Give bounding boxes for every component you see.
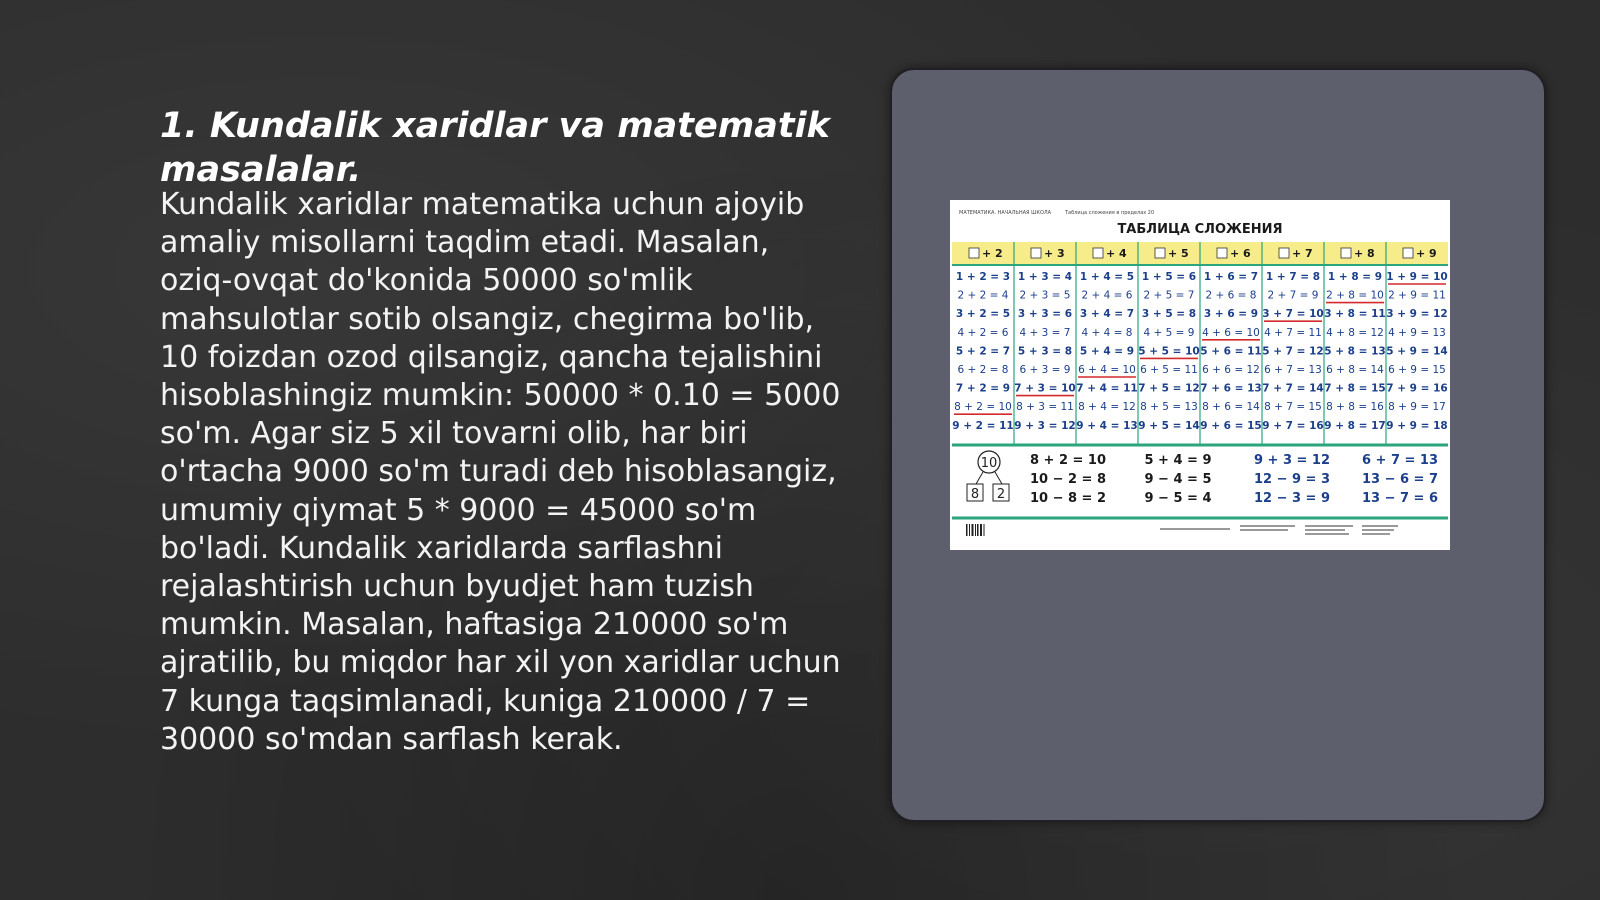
sum-cell: 1 + 6 = 7 [1203,271,1259,283]
column-header: + 9 [1416,247,1437,260]
sum-cell: 7 + 3 = 10 [1014,382,1076,395]
sum-cell: 5 + 4 = 9 [1079,345,1135,358]
sum-cell: 6 + 6 = 12 [1202,364,1260,376]
sum-cell: 7 + 7 = 14 [1262,382,1324,395]
sum-cell: 9 + 4 = 13 [1076,419,1138,432]
sum-cell: 6 + 3 = 9 [1019,364,1071,376]
sum-cell: 8 + 7 = 15 [1264,401,1322,414]
sum-cell: 3 + 8 = 11 [1324,308,1386,321]
sum-cell: 4 + 9 = 13 [1388,326,1446,339]
sum-cell: 4 + 3 = 7 [1019,326,1071,339]
sum-cell: 3 + 4 = 7 [1079,308,1135,321]
sum-cell: 1 + 2 = 3 [955,271,1011,283]
sum-cell: 2 + 7 = 9 [1267,289,1319,302]
sum-cell: 9 + 9 = 18 [1386,419,1448,432]
sum-cell: 1 + 5 = 6 [1141,271,1197,283]
sum-cell: 9 + 5 = 14 [1138,419,1200,432]
example-equation: 6 + 7 = 13 [1361,453,1439,468]
sum-cell: 8 + 9 = 17 [1388,401,1446,414]
column-header: + 2 [982,247,1003,260]
sum-cell: 2 + 5 = 7 [1143,289,1195,302]
sum-cell: 9 + 2 = 11 [952,419,1014,432]
blank-box-icon [969,248,979,258]
sum-cell: 4 + 7 = 11 [1264,326,1322,339]
sum-cell: 3 + 3 = 6 [1017,308,1073,321]
column-header: + 4 [1106,247,1127,260]
sum-cell: 5 + 9 = 14 [1386,345,1448,358]
column-header: + 3 [1044,247,1065,260]
slide-heading: 1. Kundalik xaridlar va matematik masalalar. [160,106,830,190]
sum-cell: 4 + 2 = 6 [957,326,1009,339]
blank-box-icon [1279,248,1289,258]
sum-cell: 6 + 8 = 14 [1326,364,1384,376]
sum-cell: 6 + 2 = 8 [957,364,1009,376]
sum-cell: 8 + 5 = 13 [1140,401,1198,414]
sum-cell: 3 + 5 = 8 [1141,308,1197,321]
blank-box-icon [1031,248,1041,258]
sum-cell: 2 + 2 = 4 [957,289,1009,302]
sum-cell: 6 + 9 = 15 [1388,364,1446,376]
poster-graphic [950,200,1450,550]
sum-cell: 1 + 8 = 9 [1327,271,1383,283]
sum-cell: 5 + 7 = 12 [1262,345,1324,358]
sum-cell: 1 + 9 = 10 [1386,271,1448,283]
sum-cell: 6 + 4 = 10 [1078,364,1136,376]
blank-box-icon [1155,248,1165,258]
sum-cell: 2 + 4 = 6 [1081,289,1133,302]
sum-cell: 8 + 8 = 16 [1326,401,1384,414]
sum-cell: 4 + 5 = 9 [1143,326,1195,339]
sum-cell: 8 + 6 = 14 [1202,401,1260,414]
sum-cell: 5 + 8 = 13 [1324,345,1386,358]
blank-box-icon [1093,248,1103,258]
sum-cell: 9 + 8 = 17 [1324,419,1386,432]
sum-cell: 1 + 3 = 4 [1017,271,1073,283]
sum-cell: 2 + 6 = 8 [1205,289,1257,302]
example-equation: 10 − 2 = 8 [1029,472,1107,487]
column-header: + 5 [1168,247,1189,260]
sum-cell: 8 + 2 = 10 [954,401,1012,414]
sum-cell: 7 + 5 = 12 [1138,382,1200,395]
bond-part-a: 8 [970,487,980,502]
sum-cell: 7 + 9 = 16 [1386,382,1448,395]
blank-box-icon [1341,248,1351,258]
example-equation: 13 − 6 = 7 [1361,472,1439,487]
poster-top-subcaption: Таблица сложения в пределах 20 [1065,210,1155,216]
sum-cell: 5 + 5 = 10 [1138,345,1200,358]
sum-cell: 7 + 4 = 11 [1076,382,1138,395]
bond-part-b: 2 [996,487,1006,502]
example-equation: 10 − 8 = 2 [1029,491,1107,506]
blank-box-icon [1217,248,1227,258]
bond-whole: 10 [980,456,998,471]
sum-cell: 3 + 2 = 5 [955,308,1011,321]
sum-cell: 2 + 3 = 5 [1019,289,1071,302]
sum-cell: 3 + 7 = 10 [1262,308,1324,321]
example-equation: 12 − 9 = 3 [1253,472,1331,487]
sum-cell: 5 + 6 = 11 [1200,345,1262,358]
column-header: + 6 [1230,247,1251,260]
example-equation: 13 − 7 = 6 [1361,491,1439,506]
sum-cell: 3 + 6 = 9 [1203,308,1259,321]
example-equation: 5 + 4 = 9 [1144,453,1212,468]
column-header: + 7 [1292,247,1313,260]
sum-cell: 7 + 2 = 9 [955,382,1011,395]
sum-cell: 9 + 3 = 12 [1014,419,1076,432]
sum-cell: 4 + 4 = 8 [1081,326,1133,339]
example-equation: 12 − 3 = 9 [1253,491,1331,506]
sum-cell: 9 + 7 = 16 [1262,419,1324,432]
sum-cell: 4 + 8 = 12 [1326,326,1384,339]
sum-cell: 2 + 8 = 10 [1326,289,1384,302]
sum-cell: 2 + 9 = 11 [1388,289,1446,302]
example-equation: 8 + 2 = 10 [1029,453,1107,468]
example-equation: 9 + 3 = 12 [1253,453,1331,468]
sum-cell: 8 + 3 = 11 [1016,401,1074,414]
sum-cell: 6 + 5 = 11 [1140,364,1198,376]
sum-cell: 4 + 6 = 10 [1202,326,1260,339]
slide-body-text: Kundalik xaridlar matematika uchun ajoyib amaliy misollarni taqdim etadi. Masalan, oziq-ovqat do'konida 50000 so'mlik mahsulotlar sotib olsangiz, chegirma bo'lib, 10 foizdan ozod qilsangiz, qancha tejalishini hisoblashingiz mumkin: 50000 * 0.10 = 5000 so'm. Agar siz 5 xil tovarni olib, har biri o'rtacha 9000 so'm turadi deb hisoblasangiz, umumiy qiymat 5 * 9000 = 45000 so'm bo'ladi. Kundalik xaridlarda sarflashni rejalashtirish uchun byudjet ham tuzish mumkin. Masalan, haftasiga 210000 so'm ajratilib, bu miqdor har xil yon xaridlar uchun 7 kunga taqsimlanadi, kuniga 210000 / 7 = 30000 so'mdan sarflash kerak. [160,187,841,757]
addition-table-poster [950,200,1450,550]
poster-top-caption: МАТЕМАТИКА. НАЧАЛЬНАЯ ШКОЛА [959,210,1052,216]
sum-cell: 6 + 7 = 13 [1264,364,1322,376]
sum-cell: 7 + 6 = 13 [1200,382,1262,395]
example-equation: 9 − 5 = 4 [1144,491,1212,506]
sum-cell: 8 + 4 = 12 [1078,401,1136,414]
sum-cell: 7 + 8 = 15 [1324,382,1386,395]
example-equation: 9 − 4 = 5 [1144,472,1212,487]
sum-cell: 5 + 2 = 7 [955,345,1011,358]
sum-cell: 9 + 6 = 15 [1200,419,1262,432]
blank-box-icon [1403,248,1413,258]
column-header: + 8 [1354,247,1375,260]
sum-cell: 3 + 9 = 12 [1386,308,1448,321]
poster-title: ТАБЛИЦА СЛОЖЕНИЯ [1117,222,1283,237]
sum-cell: 1 + 7 = 8 [1265,271,1321,283]
sum-cell: 5 + 3 = 8 [1017,345,1073,358]
sum-cell: 1 + 4 = 5 [1079,271,1135,283]
